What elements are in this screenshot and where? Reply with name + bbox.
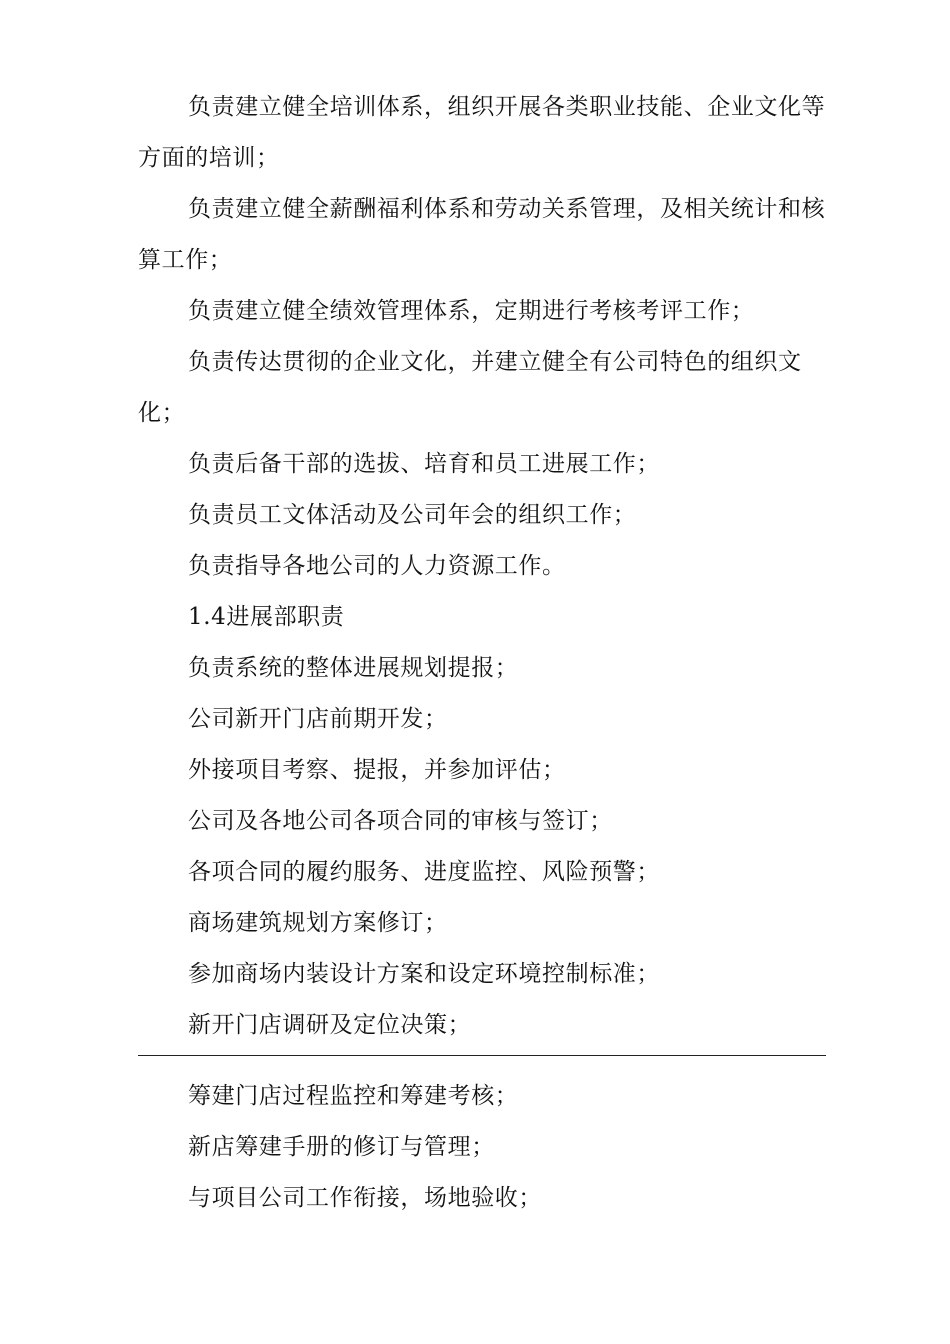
- paragraph-hr-guidance: 负责指导各地公司的人力资源工作。: [188, 553, 566, 579]
- paragraph-construction-monitoring: 筹建门店过程监控和筹建考核；: [188, 1083, 519, 1109]
- paragraph-project-inspection: 外接项目考察、提报，并参加评估；: [188, 757, 566, 783]
- bottom-text-block: [138, 1071, 826, 1224]
- paragraph-interior-design: 参加商场内装设计方案和设定环境控制标准；: [188, 961, 660, 987]
- paragraph-building-plan: 商场建筑规划方案修订；: [188, 910, 448, 936]
- paragraph-staff-activities: 负责员工文体活动及公司年会的组织工作；: [188, 502, 637, 528]
- paragraph-new-store-development: 公司新开门店前期开发；: [188, 706, 448, 732]
- paragraph-store-research: 新开门店调研及定位决策；: [188, 1012, 472, 1038]
- top-text-block: [138, 82, 826, 1051]
- paragraph-corporate-culture: 负责传达贯彻的企业文化，并建立健全有公司特色的组织文化；: [138, 349, 802, 426]
- section-heading-development-dept: 1.4进展部职责: [188, 604, 345, 630]
- paragraph-reserve-cadres: 负责后备干部的选拔、培育和员工进展工作；: [188, 451, 660, 477]
- paragraph-performance-system: 负责建立健全绩效管理体系，定期进行考核考评工作；: [188, 298, 755, 324]
- page-divider: [138, 1055, 826, 1056]
- paragraph-contract-performance: 各项合同的履约服务、进度监控、风险预警；: [188, 859, 660, 885]
- paragraph-construction-manual: 新店筹建手册的修订与管理；: [188, 1134, 495, 1160]
- paragraph-development-planning: 负责系统的整体进展规划提报；: [188, 655, 519, 681]
- paragraph-contract-review: 公司及各地公司各项合同的审核与签订；: [188, 808, 613, 834]
- paragraph-training-system: 负责建立健全培训体系，组织开展各类职业技能、企业文化等方面的培训；: [138, 94, 826, 171]
- paragraph-site-acceptance: 与项目公司工作衔接，场地验收；: [188, 1185, 542, 1211]
- paragraph-compensation-system: 负责建立健全薪酬福利体系和劳动关系管理，及相关统计和核算工作；: [138, 196, 826, 273]
